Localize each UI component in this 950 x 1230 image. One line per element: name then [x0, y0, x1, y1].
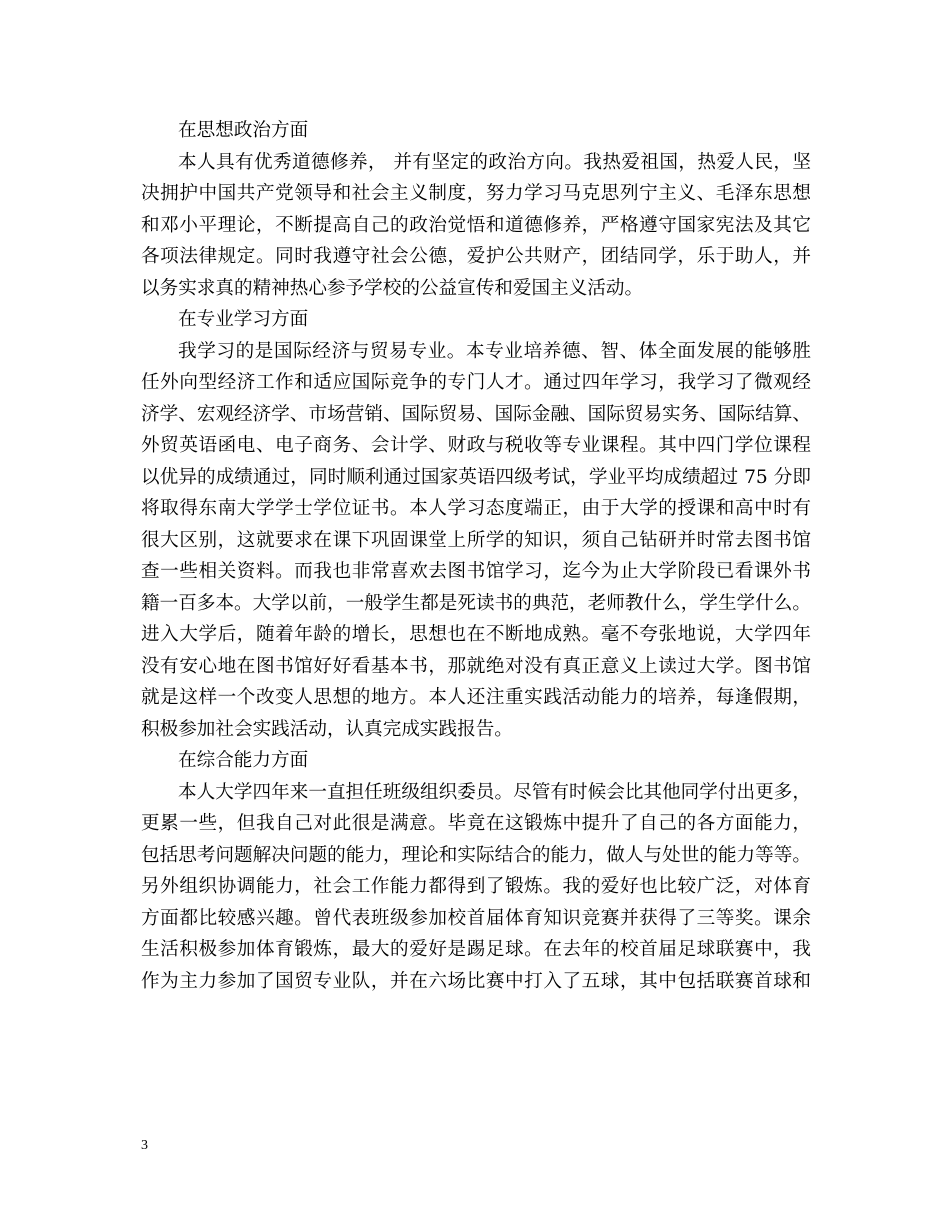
text-line: 查一些相关资料。而我也非常喜欢去图书馆学习，迄今为止大学阶段已看课外书 [141, 561, 811, 582]
text-line: 以务实求真的精神热心参予学校的公益宣传和爱国主义活动。 [141, 277, 644, 299]
text-line: 很大区别，这就要求在课下巩固课堂上所学的知识，须自己钻研并时常去图书馆 [141, 529, 811, 551]
text-line: 积极参加社会实践活动，认真完成实践报告。 [141, 718, 513, 740]
text-line: 包括思考问题解决问题的能力，理论和实际结合的能力，做人与处世的能力等等。 [141, 844, 811, 866]
text-line: 本人大学四年来一直担任班级组织委员。尽管有时候会比其他同学付出更多， [178, 781, 811, 803]
text-line: 更累一些，但我自己对此很是满意。毕竟在这锻炼中提升了自己的各方面能力， [141, 813, 811, 834]
text-line: 进入大学后，随着年龄的增长，思想也在不断地成熟。毫不夸张地说，大学四年 [141, 624, 811, 645]
text-line: 没有安心地在图书馆好好看基本书，那就绝对没有真正意义上读过大学。图书馆 [141, 655, 811, 677]
section-heading: 在综合能力方面 [178, 750, 309, 771]
text-line: 作为主力参加了国贸专业队，并在六场比赛中打入了五球，其中包括联赛首球和 [141, 970, 811, 992]
text-line: 本人具有优秀道德修养， 并有坚定的政治方向。我热爱祖国，热爱人民，坚 [178, 151, 811, 173]
text-line: 决拥护中国共产党领导和社会主义制度，努力学习马克思列宁主义、毛泽东思想 [141, 183, 811, 204]
text-line: 另外组织协调能力，社会工作能力都得到了锻炼。我的爱好也比较广泛，对体育 [141, 876, 811, 897]
text-line: 和邓小平理论，不断提高自己的政治觉悟和道德修养，严格遵守国家宪法及其它 [141, 214, 811, 236]
section-heading: 在思想政治方面 [178, 120, 309, 141]
text-line: 方面都比较感兴趣。曾代表班级参加校首届体育知识竞赛并获得了三等奖。课余 [141, 907, 811, 929]
text-line: 济学、宏观经济学、市场营销、国际贸易、国际金融、国际贸易实务、国际结算、 [141, 403, 811, 425]
text-line: 将取得东南大学学士学位证书。本人学习态度端正，由于大学的授课和高中时有 [141, 498, 811, 519]
text-line: 任外向型经济工作和适应国际竞争的专门人才。通过四年学习，我学习了微观经 [141, 372, 811, 393]
text-line: 各项法律规定。同时我遵守社会公德，爱护公共财产，团结同学，乐于助人，并 [141, 246, 811, 267]
body-text [141, 115, 811, 997]
text-line: 籍一百多本。大学以前，一般学生都是死读书的典范，老师教什么，学生学什么。 [141, 592, 811, 614]
text-line: 外贸英语函电、电子商务、会计学、财政与税收等专业课程。其中四门学位课程 [141, 435, 811, 456]
page-number: 3 [141, 1138, 148, 1153]
text-line: 以优异的成绩通过，同时顺利通过国家英语四级考试，学业平均成绩超过 75 分即 [141, 466, 811, 488]
text-line: 生活积极参加体育锻炼，最大的爱好是踢足球。在去年的校首届足球联赛中，我 [141, 939, 811, 960]
section-heading: 在专业学习方面 [178, 309, 309, 330]
text-line: 就是这样一个改变人思想的地方。本人还注重实践活动能力的培养，每逢假期， [141, 687, 811, 708]
text-line: 我学习的是国际经济与贸易专业。本专业培养德、智、体全面发展的能够胜 [178, 340, 811, 362]
